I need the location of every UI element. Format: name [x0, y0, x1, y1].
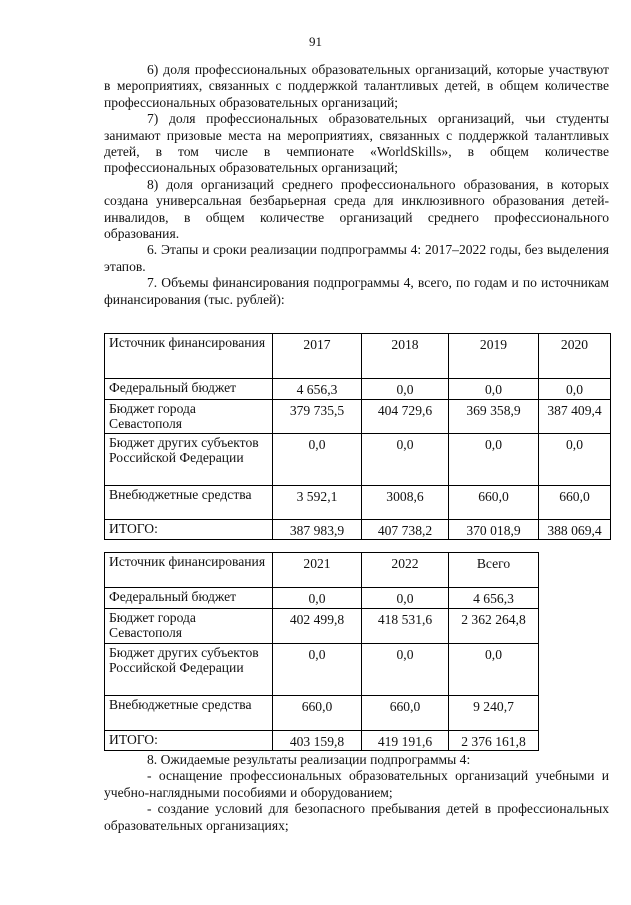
paragraph: - оснащение профессиональных образовательных организаций учебными и учебно-наглядными пособиями и оборудованием;: [104, 768, 609, 800]
table-cell: 387 983,9: [273, 519, 362, 540]
table-cell: 0,0: [273, 588, 362, 609]
table-cell: 0,0: [449, 379, 539, 400]
table-cell: Бюджет города Севастополя: [105, 399, 273, 433]
table-cell: 3 592,1: [273, 485, 362, 519]
table-cell: 0,0: [539, 433, 611, 485]
table-cell: 403 159,8: [273, 730, 362, 751]
table-cell: Внебюджетные средства: [105, 695, 273, 730]
table-total-row: [105, 519, 611, 540]
paragraph: 6. Этапы и сроки реализации подпрограммы 4: 2017–2022 годы, без выделения этапов.: [104, 242, 609, 274]
table-cell: 9 240,7: [449, 695, 539, 730]
table-row: [105, 399, 611, 433]
table-cell: Внебюджетные средства: [105, 485, 273, 519]
table-cell: 370 018,9: [449, 519, 539, 540]
table-header-cell: 2017: [273, 334, 362, 379]
table-row: [105, 379, 611, 400]
table-row: [105, 485, 611, 519]
table-header-cell: 2021: [273, 553, 362, 588]
table-cell: 660,0: [539, 485, 611, 519]
table-cell: 369 358,9: [449, 399, 539, 433]
table-cell: 2 376 161,8: [449, 730, 539, 751]
table-cell: 418 531,6: [362, 608, 449, 643]
table-cell: 0,0: [539, 379, 611, 400]
table-cell: 419 191,6: [362, 730, 449, 751]
table-cell: 0,0: [362, 433, 449, 485]
table-header-row: [105, 553, 539, 588]
table-header-cell: Источник финансирования: [105, 334, 273, 379]
table-header-cell: 2020: [539, 334, 611, 379]
table-cell: 660,0: [449, 485, 539, 519]
financing-table-2021-2022-total: [104, 552, 539, 751]
table-row: [105, 588, 539, 609]
paragraph: 6) доля профессиональных образовательных организаций, которые участвуют в мероприятиях, связанных с поддержкой талантливых детей, в общем количестве профессиональных образовательных организаций;: [104, 62, 609, 110]
table-row: [105, 643, 539, 695]
paragraph: 7) доля профессиональных образовательных организаций, чьи студенты занимают призовые места на мероприятиях, связанных с поддержкой талантливых детей, в том числе в чемпионате «WorldSkills», в общем количестве профессиональных образовательных организаций;: [104, 111, 609, 176]
table-cell: 388 069,4: [539, 519, 611, 540]
table-cell: 379 735,5: [273, 399, 362, 433]
expected-results-section: [104, 752, 609, 834]
table-cell: 0,0: [273, 433, 362, 485]
table-cell: 0,0: [362, 588, 449, 609]
table-row: [105, 433, 611, 485]
table-header-cell: Источник финансирования: [105, 553, 273, 588]
table-cell: Федеральный бюджет: [105, 379, 273, 400]
table-cell: 0,0: [449, 643, 539, 695]
table-header-cell: 2022: [362, 553, 449, 588]
table-cell: 660,0: [362, 695, 449, 730]
table-cell: Бюджет других субъектов Российской Федерации: [105, 433, 273, 485]
table-cell: 660,0: [273, 695, 362, 730]
table-header-cell: Всего: [449, 553, 539, 588]
paragraph: - создание условий для безопасного пребывания детей в профессиональных образовательных организациях;: [104, 801, 609, 833]
table-cell: Бюджет города Севастополя: [105, 608, 273, 643]
table-cell: 407 738,2: [362, 519, 449, 540]
table-cell: Бюджет других субъектов Российской Федерации: [105, 643, 273, 695]
table-cell: Федеральный бюджет: [105, 588, 273, 609]
paragraph: 8. Ожидаемые результаты реализации подпрограммы 4:: [147, 752, 471, 767]
financing-table-2017-2020: [104, 333, 611, 540]
table-header-cell: 2018: [362, 334, 449, 379]
table-header-cell: 2019: [449, 334, 539, 379]
page-number: 91: [309, 34, 322, 49]
table-total-row: [105, 730, 539, 751]
table-row: [105, 608, 539, 643]
table-cell: 387 409,4: [539, 399, 611, 433]
table-cell: 0,0: [362, 379, 449, 400]
table-cell: 0,0: [273, 643, 362, 695]
table-cell: ИТОГО:: [105, 519, 273, 540]
table-cell: 402 499,8: [273, 608, 362, 643]
table-cell: 4 656,3: [273, 379, 362, 400]
paragraph: 8) доля организаций среднего профессионального образования, в которых создана универсальная безбарьерная среда для инклюзивного образования детей-инвалидов, в общем количестве организаций среднего профессионального образования.: [104, 176, 609, 242]
table-cell: 0,0: [362, 643, 449, 695]
paragraph: 7. Объемы финансирования подпрограммы 4, всего, по годам и по источникам финансирования (тыс. рублей):: [104, 275, 609, 307]
table-cell: 404 729,6: [362, 399, 449, 433]
table-cell: 3008,6: [362, 485, 449, 519]
document-body: [104, 62, 609, 308]
table-cell: 2 362 264,8: [449, 608, 539, 643]
table-header-row: [105, 334, 611, 379]
table-row: [105, 695, 539, 730]
table-cell: ИТОГО:: [105, 730, 273, 751]
table-cell: 4 656,3: [449, 588, 539, 609]
table-cell: 0,0: [449, 433, 539, 485]
